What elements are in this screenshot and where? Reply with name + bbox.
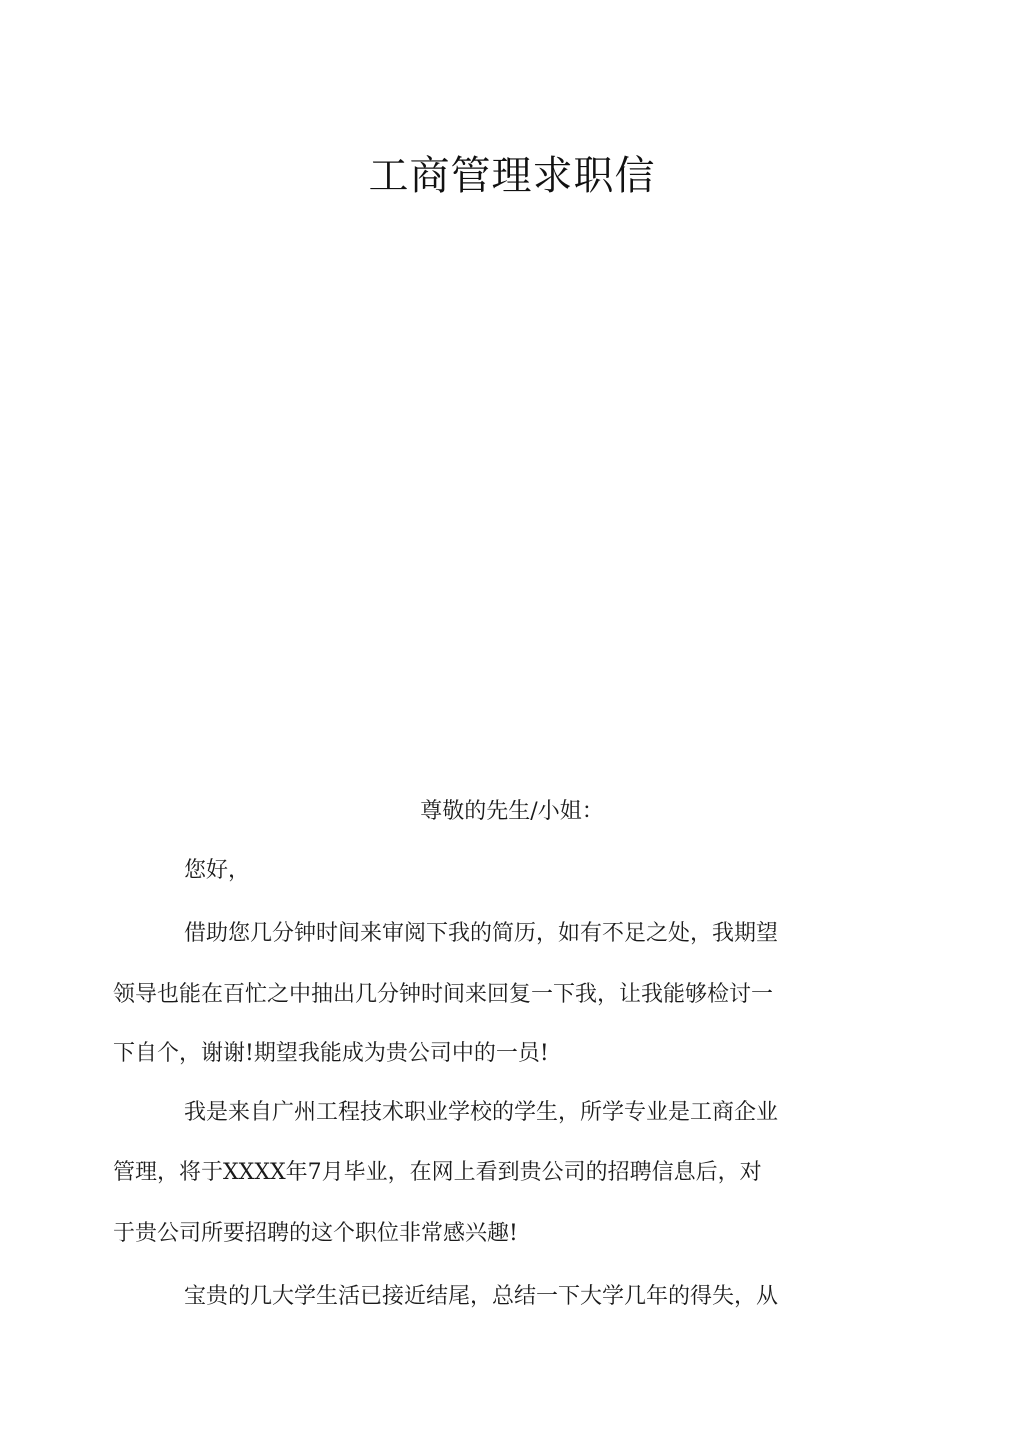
paragraph-1-line-1: 借助您几分钟时间来审阅下我的简历，如有不足之处，我期望 <box>184 921 779 946</box>
salutation: 尊敬的先生/小姐： <box>420 799 604 824</box>
paragraph-2-line-1: 我是来自广州工程技术职业学校的学生，所学专业是工商企业 <box>184 1100 779 1125</box>
document-title: 工商管理求职信 <box>368 153 656 199</box>
paragraph-1-line-3: 下自个，谢谢!期望我能成为贵公司中的一员! <box>113 1041 549 1066</box>
paragraph-3-line-1: 宝贵的几大学生活已接近结尾，总结一下大学几年的得失，从 <box>184 1284 779 1309</box>
paragraph-2-line-3: 于贵公司所要招聘的这个职位非常感兴趣! <box>113 1221 518 1246</box>
greeting: 您好， <box>184 858 251 883</box>
paragraph-2-line-2: 管理，将于XXXX年7月毕业，在网上看到贵公司的招聘信息后，对 <box>113 1160 762 1185</box>
paragraph-1-line-2: 领导也能在百忙之中抽出几分钟时间来回复一下我，让我能够检讨一 <box>113 982 774 1007</box>
